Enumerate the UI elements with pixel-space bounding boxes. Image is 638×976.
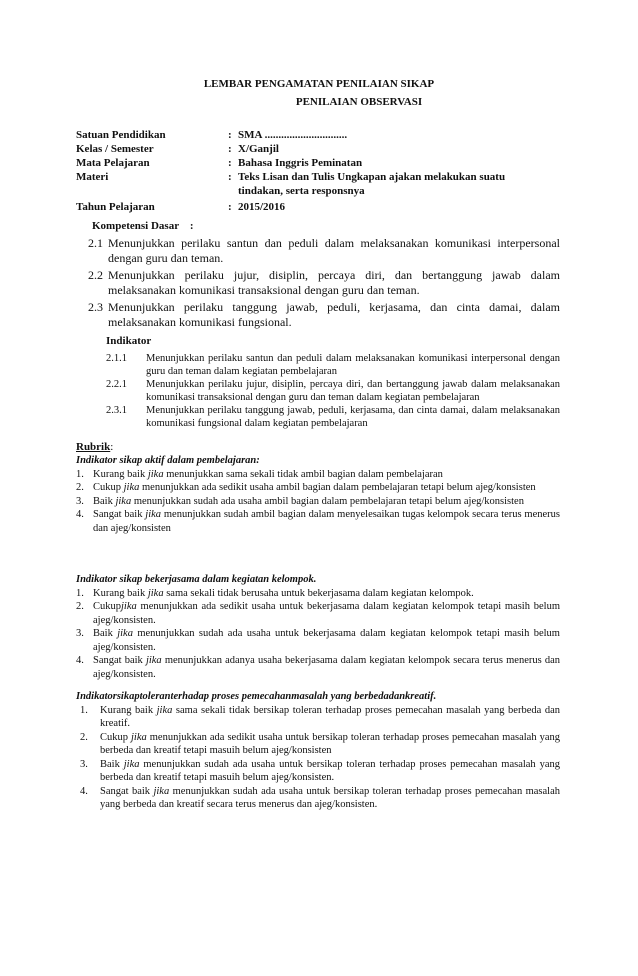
item-number: 3.	[80, 758, 88, 770]
item-text	[93, 654, 560, 681]
item-text-em: jika	[147, 587, 164, 599]
meta-label: Materi	[76, 171, 109, 183]
rubrik-label: Rubrik	[76, 441, 111, 453]
item-text-post: menunjukkan sudah ambil bagian dalam menyelesaikan tugas kelompok secara terus menerus dan ajeg/konsisten	[93, 509, 560, 534]
meta-label: Kelas / Semester	[76, 143, 154, 155]
list-item	[88, 236, 560, 266]
meta-label: Mata Pelajaran	[76, 157, 150, 169]
item-text-post: menunjukkan ada sedikit usaha ambil bagian dalam pembelajaran tetapi belum ajeg/konsisten	[139, 482, 536, 493]
list-item	[76, 495, 560, 509]
item-text-pre: Baik	[100, 758, 124, 770]
item-text-post: menunjukkan ada sedikit usaha untuk bekerjasama dalam kegiatan kelompok tetapi masih belum ajeg/konsisten.	[93, 601, 560, 626]
item-text-em: jika	[117, 628, 133, 639]
section-title: Indikatorsikaptoleranterhadap proses pemecahanmasalah yang berbedadankreatif.	[76, 691, 437, 702]
meta-row-tahun	[76, 200, 538, 214]
item-text	[93, 508, 560, 535]
item-number: 3.	[76, 628, 84, 639]
item-text-pre: Kurang baik	[93, 587, 148, 599]
item-text	[93, 481, 560, 495]
item-text-pre: Sangat baik	[93, 509, 146, 520]
item-text-em: jika	[123, 758, 140, 770]
section-title: Indikator sikap aktif dalam pembelajaran:	[76, 455, 260, 466]
list-item	[88, 300, 560, 330]
item-text: Menunjukkan perilaku tanggung jawab, peduli, kerjasama, dan cinta damai, dalam melaksanakan komunikasi fungsional.	[108, 300, 560, 329]
meta-separator: :	[228, 129, 232, 141]
rubrik-section-bekerjasama	[76, 573, 560, 681]
identity-table	[76, 128, 538, 214]
rubrik-colon: :	[110, 441, 114, 453]
item-number: 2.2	[88, 268, 103, 282]
list-item	[76, 627, 560, 654]
item-number: 2.3.1	[106, 405, 127, 416]
kompetensi-heading: Kompetensi Dasar :	[92, 220, 194, 232]
item-text-pre: Cukup	[93, 482, 124, 493]
item-text-em: jika	[131, 731, 147, 743]
item-text-post: menunjukkan sudah ada usaha untuk bekerjasama dalam kegiatan kelompok tetapi masih belum ajeg/konsisten.	[93, 628, 560, 653]
item-text-post: menunjukkan sudah ada usaha untuk bersikap toleran terhadap proses pemecahan masalah yang berbeda dan kreatif secara terus menerus dan ajeg/konsisten.	[100, 785, 560, 810]
item-number: 2.2.1	[106, 379, 127, 390]
rubrik-section-toleran	[76, 690, 560, 812]
item-text	[100, 758, 560, 785]
item-number: 2.3	[88, 300, 103, 314]
meta-separator: :	[228, 201, 232, 213]
item-text-pre: Cukup	[100, 731, 131, 743]
item-text-post: sama sekali tidak berusaha untuk bekerjasama dalam kegiatan kelompok.	[163, 587, 474, 599]
item-text	[93, 627, 560, 654]
indikator-heading: Indikator	[106, 335, 152, 347]
meta-row-satuan	[76, 128, 538, 142]
item-number: 2.1	[88, 236, 103, 250]
meta-separator: :	[228, 143, 232, 155]
item-text-pre: Kurang baik	[93, 468, 148, 480]
item-text: Menunjukkan perilaku jujur, disiplin, percaya diri, dan bertanggung jawab dalam melaksanakan komunikasi transaksional dengan guru dan teman.	[108, 268, 560, 297]
list-item	[76, 508, 560, 535]
list-item	[76, 600, 560, 627]
item-text-post: menunjukkan sama sekali tidak ambil bagian dalam pembelajaran	[163, 468, 443, 480]
item-number: 2.	[80, 731, 88, 743]
item-number: 4.	[76, 655, 84, 666]
item-text	[93, 468, 560, 482]
item-text: Menunjukkan perilaku santun dan peduli dalam melaksanakan komunikasi interpersonal dengan guru dan teman.	[108, 236, 560, 265]
list-item	[106, 378, 560, 404]
meta-label: Tahun Pelajaran	[76, 201, 155, 213]
meta-value: X/Ganjil	[238, 143, 279, 155]
list-item	[76, 481, 560, 495]
meta-row-kelas	[76, 142, 538, 156]
document-subtitle: PENILAIAN OBSERVASI	[295, 96, 423, 108]
indikator-list	[106, 352, 560, 430]
item-text-pre: Baik	[93, 495, 116, 507]
item-number: 2.	[76, 601, 84, 612]
item-text-em: jika	[153, 785, 170, 797]
list-item	[76, 731, 560, 758]
meta-value: 2015/2016	[238, 201, 286, 213]
item-number: 4.	[76, 509, 84, 520]
item-text-post: sama sekali tidak bersikap toleran terhadap proses pemecahan masalah yang berbeda dan kreatif.	[100, 704, 560, 729]
meta-row-materi	[76, 170, 538, 198]
list-item	[76, 785, 560, 812]
item-text-em: jika	[147, 468, 164, 480]
item-text-em: jika	[115, 495, 132, 507]
item-text: Menunjukkan perilaku jujur, disiplin, percaya diri, dan bertanggung jawab dalam melaksanakan komunikasi transaksional dengan guru dan teman dalam kegiatan pembelajaran	[146, 379, 560, 403]
item-text-pre: Baik	[93, 628, 118, 639]
item-number: 3.	[76, 495, 84, 507]
item-text-post: menunjukkan sudah ada usaha ambil bagian dalam pembelajaran tetapi belum ajeg/konsisten	[131, 495, 524, 507]
meta-value: Bahasa Inggris Peminatan	[238, 157, 363, 169]
list-item	[76, 704, 560, 731]
document-title: LEMBAR PENGAMATAN PENILAIAN SIKAP	[203, 78, 435, 90]
item-text	[100, 731, 560, 758]
item-text-em: jika	[156, 704, 173, 716]
item-text-post: menunjukkan sudah ada usaha untuk bersikap toleran terhadap proses pemecahan masalah yang berbeda dan kreatif tetapi masuih belum ajeg/konsisten.	[100, 758, 560, 783]
meta-separator: :	[228, 157, 232, 169]
list-item	[106, 404, 560, 430]
meta-label: Satuan Pendidikan	[76, 129, 166, 141]
meta-value: Teks Lisan dan Tulis Ungkapan ajakan melakukan suatu tindakan, serta responsnya	[238, 171, 506, 197]
item-number: 4.	[80, 785, 88, 797]
item-text: Menunjukkan perilaku santun dan peduli dalam melaksanakan komunikasi interpersonal dengan guru dan teman dalam kegiatan pembelajaran	[146, 353, 560, 377]
list-item	[88, 268, 560, 298]
meta-row-mapel	[76, 156, 538, 170]
meta-value: SMA ..............................	[238, 129, 348, 141]
list-item	[76, 587, 560, 601]
item-text-em: jika	[123, 482, 140, 493]
item-text-pre: Cukup	[93, 601, 122, 612]
item-text-post: menunjukkan ada sedikit usaha untuk bersikap toleran terhadap proses pemecahan masalah yang berbeda dan kreatif tetapi masuih belum ajeg/konsisten	[100, 731, 560, 756]
rubrik-heading	[76, 441, 113, 453]
kompetensi-list	[88, 236, 560, 332]
item-text	[93, 495, 560, 509]
item-text-em: jika	[121, 601, 137, 612]
rubrik-section-aktif	[76, 454, 560, 535]
item-text-pre: Kurang baik	[100, 704, 157, 716]
list-item	[76, 758, 560, 785]
list-item	[76, 654, 560, 681]
item-number: 1.	[80, 704, 88, 716]
section-title: Indikator sikap bekerjasama dalam kegiatan kelompok.	[76, 574, 317, 585]
item-text-em: jika	[145, 509, 162, 520]
item-number: 1.	[76, 587, 84, 599]
item-text: Menunjukkan perilaku tanggung jawab, peduli, kerjasama, dan cinta damai, dalam melaksanakan komunikasi fungsional dalam kegiatan pembelajaran	[146, 405, 560, 429]
item-text	[100, 785, 560, 812]
item-number: 1.	[76, 468, 84, 480]
list-item	[76, 468, 560, 482]
meta-separator: :	[228, 171, 232, 183]
item-text-pre: Sangat baik	[93, 655, 146, 666]
item-text	[100, 704, 560, 731]
item-text-em: jika	[145, 655, 162, 666]
item-text-pre: Sangat baik	[100, 785, 154, 797]
item-number: 2.	[76, 482, 84, 493]
item-text-post: menunjukkan adanya usaha bekerjasama dalam kegiatan kelompok secara terus menerus dan ajeg/konsisten.	[93, 655, 560, 680]
item-text	[93, 600, 560, 627]
list-item	[106, 352, 560, 378]
item-number: 2.1.1	[106, 353, 127, 364]
item-text	[93, 587, 560, 601]
